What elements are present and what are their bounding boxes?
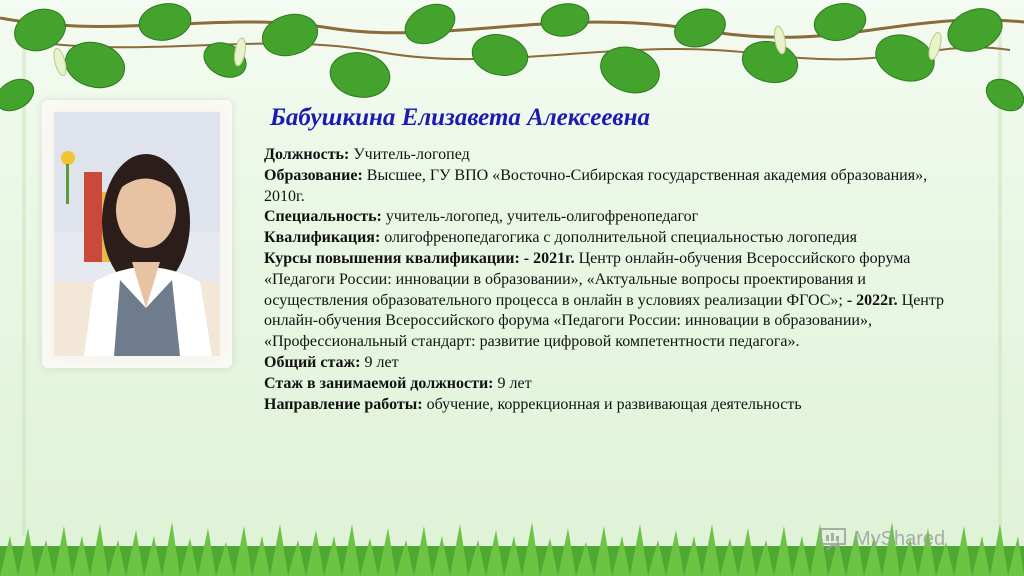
courses-text-2021: Центр онлайн-обучения Всероссийского форума «Педагоги России: инновации в образовании», «Актуальные вопросы проектирования и осуществления образовательного процесса в онлайн в условиях реализации ФГОС»;	[264, 249, 911, 309]
work-direction-label: Направление работы:	[264, 395, 423, 413]
position-experience-label: Стаж в занимаемой должности:	[264, 374, 494, 392]
work-direction-row	[264, 395, 954, 416]
specialty-value: учитель-логопед, учитель-олигофренопедагог	[381, 208, 699, 226]
courses-year-2022: - 2022г.	[846, 291, 898, 309]
education-value: Высшее, ГУ ВПО «Восточно-Сибирская государственная академия образования», 2010г.	[264, 166, 928, 205]
total-experience-row	[264, 353, 954, 374]
education-label: Образование:	[264, 166, 363, 184]
position-experience-value: 9 лет	[493, 374, 532, 392]
specialty-label: Специальность:	[264, 208, 382, 226]
watermark-text: MyShared	[854, 527, 946, 550]
courses-row	[264, 249, 954, 353]
qualification-value: олигофренопедагогика с дополнительной специальностью логопедия	[380, 229, 857, 247]
work-direction-value: обучение, коррекционная и развивающая деятельность	[422, 395, 802, 413]
qualification-row	[264, 228, 954, 249]
courses-label: Курсы повышения квалификации:	[264, 249, 520, 267]
total-experience-label: Общий стаж:	[264, 353, 361, 371]
position-row	[264, 145, 954, 166]
position-label: Должность:	[264, 146, 350, 163]
portrait-photo	[42, 100, 232, 368]
education-row	[264, 166, 954, 208]
watermark	[818, 526, 945, 552]
position-experience-row	[264, 374, 954, 395]
teacher-name-title: Бабушкина Елизавета Алексеевна	[270, 104, 650, 131]
position-value: Учитель-логопед	[349, 146, 470, 163]
courses-text-2022: Центр онлайн-обучения Всероссийского форума «Педагоги России: инновации в образовании», «Профессиональный стандарт: развитие цифровой компетентности педагога».	[264, 291, 945, 351]
teacher-info	[264, 145, 954, 415]
specialty-row	[264, 207, 954, 228]
presentation-board-icon	[818, 527, 848, 551]
courses-year-2021: - 2021г.	[519, 249, 575, 267]
total-experience-value: 9 лет	[360, 353, 399, 371]
portrait-image	[54, 112, 220, 356]
qualification-label: Квалификация:	[264, 229, 381, 247]
